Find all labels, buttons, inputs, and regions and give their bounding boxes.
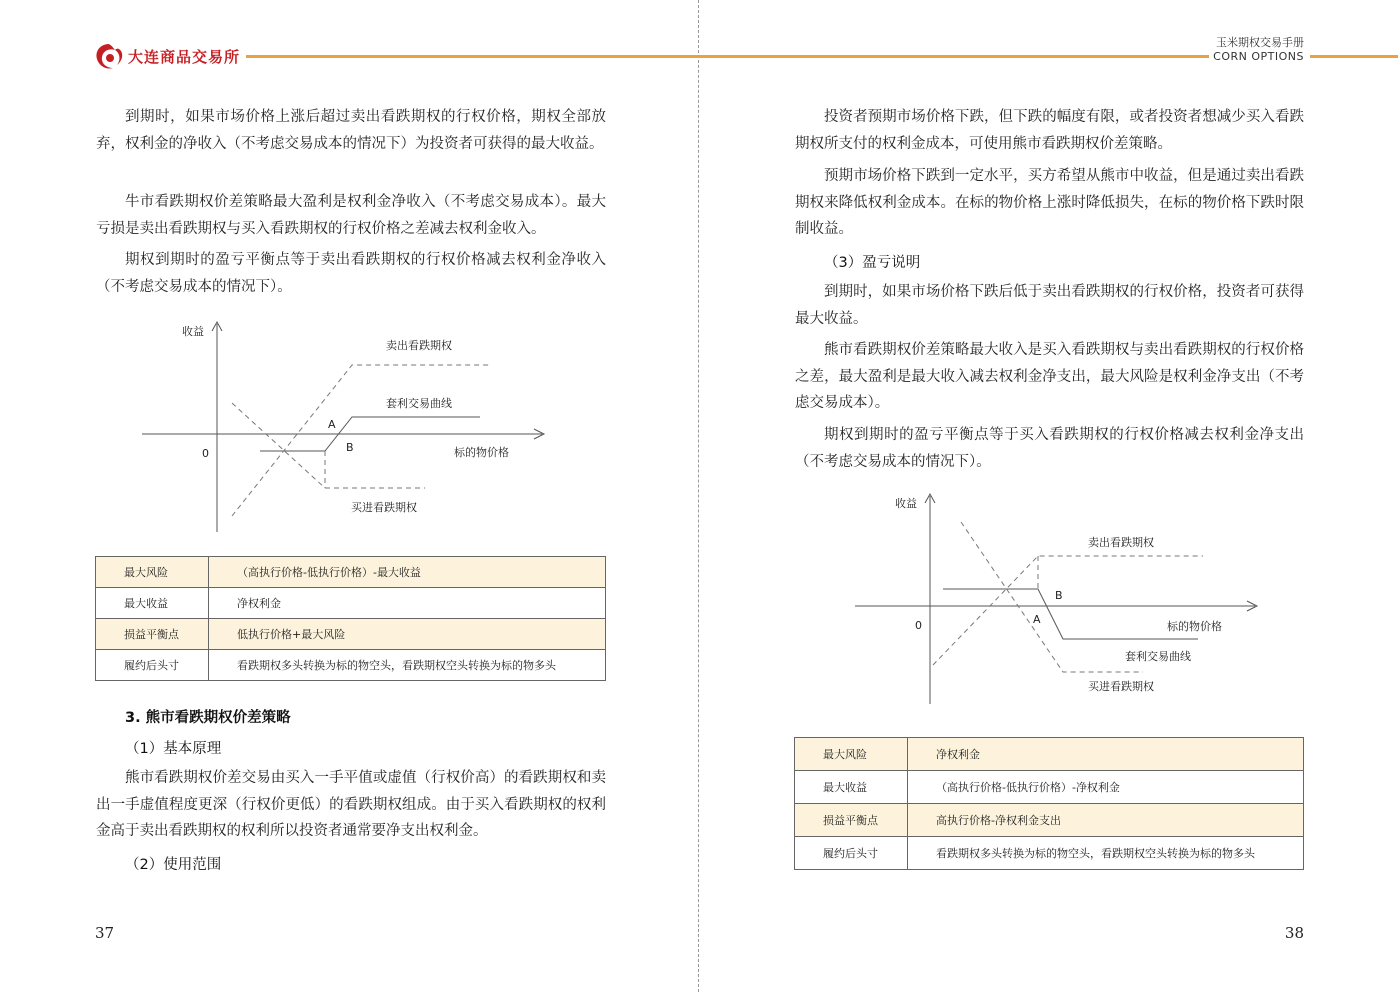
table-key: 最大收益 (96, 588, 209, 619)
bull-put-summary-table (95, 556, 606, 681)
page-number: 37 (95, 924, 115, 942)
table-key: 履约后头寸 (795, 837, 908, 870)
table-key: 履约后头寸 (96, 650, 209, 681)
y-axis-label: 收益 (182, 325, 204, 338)
table-value: 看跌期权多头转换为标的物空头，看跌期权空头转换为标的物多头 (209, 650, 606, 681)
buy-put-line (232, 403, 425, 488)
table-value: 低执行价格+最大风险 (209, 619, 606, 650)
header-rule (699, 55, 1209, 58)
header-rule (1310, 55, 1398, 58)
logo-text: 大连商品交易所 (128, 48, 241, 66)
paragraph: 到期时，如果市场价格上涨后超过卖出看跌期权的行权价格，期权全部放弃，权利金的净收入（不考虑交易成本的情况下）为投资者可获得的最大收益。 (96, 109, 606, 152)
table-row (96, 557, 606, 588)
table-key: 损益平衡点 (96, 619, 209, 650)
table-row (96, 619, 606, 650)
table-key: 最大风险 (96, 557, 209, 588)
table-row (795, 771, 1304, 804)
table-value: （高执行价格-低执行价格）-净权利金 (908, 771, 1304, 804)
table-row (795, 837, 1304, 870)
right-page (699, 0, 1398, 992)
paragraph: 牛市看跌期权价差策略最大盈利是权利金净收入（不考虑交易成本）。最大亏损是卖出看跌期权与买入看跌期权的行权价格之差减去权利金收入。 (96, 194, 606, 237)
bull-put-spread-chart (140, 318, 550, 536)
spread-curve-label: 套利交易曲线 (1125, 650, 1191, 663)
x-axis-label: 标的物价格 (454, 446, 509, 459)
table-value: 净权利金 (908, 738, 1304, 771)
table-value: 高执行价格-净权利金支出 (908, 804, 1304, 837)
sell-put-label: 卖出看跌期权 (386, 339, 452, 352)
paragraph: 熊市看跌期权价差交易由买入一手平值或虚值（行权价高）的看跌期权和卖出一手虚值程度更深（行权价更低）的看跌期权组成。由于买入看跌期权的权利金高于卖出看跌期权的权利所以投资者通常要净支出权利金。 (96, 770, 606, 839)
table-value: 看跌期权多头转换为标的物空头，看跌期权空头转换为标的物多头 (908, 837, 1304, 870)
table-row (96, 588, 606, 619)
table-key: 损益平衡点 (795, 804, 908, 837)
section-heading: 3. 熊市看跌期权价差策略 (125, 710, 291, 726)
point-a-label: A (328, 418, 336, 431)
manual-subtitle: CORN OPTIONS (1213, 50, 1304, 63)
table-value: （高执行价格-低执行价格）-最大收益 (209, 557, 606, 588)
x-axis-label: 标的物价格 (1167, 620, 1222, 633)
buy-put-label: 买进看跌期权 (351, 501, 417, 514)
table-key: 最大风险 (795, 738, 908, 771)
bear-put-spread-chart (853, 490, 1263, 708)
origin-label: 0 (915, 619, 922, 632)
subheading: （3）盈亏说明 (824, 255, 921, 271)
paragraph: 期权到期时的盈亏平衡点等于买入看跌期权的行权价格减去权利金净支出（不考虑交易成本的情况下）。 (795, 427, 1304, 470)
table-row (795, 738, 1304, 771)
paragraph: 熊市看跌期权价差策略最大收入是买入看跌期权与卖出看跌期权的行权价格之差，最大盈利是最大收入减去权利金净支出，最大风险是权利金净支出（不考虑交易成本）。 (795, 342, 1304, 411)
point-b-label: B (1055, 589, 1063, 602)
paragraph: 到期时，如果市场价格下跌后低于卖出看跌期权的行权价格，投资者可获得最大收益。 (795, 284, 1304, 327)
table-row (795, 804, 1304, 837)
sell-put-line (232, 365, 490, 516)
header-rule (246, 55, 699, 58)
table-key: 最大收益 (795, 771, 908, 804)
paragraph: 期权到期时的盈亏平衡点等于卖出看跌期权的行权价格减去权利金净收入（不考虑交易成本的情况下）。 (96, 252, 606, 295)
spread-curve-label: 套利交易曲线 (386, 397, 452, 410)
bear-put-summary-table (794, 737, 1304, 870)
paragraph: 投资者预期市场价格下跌，但下跌的幅度有限，或者投资者想减少买入看跌期权所支付的权利金成本，可使用熊市看跌期权价差策略。 (795, 109, 1304, 152)
spread-curve-line (943, 589, 1198, 639)
table-row (96, 650, 606, 681)
sell-put-label: 卖出看跌期权 (1088, 536, 1154, 549)
point-b-label: B (346, 441, 354, 454)
page-number: 38 (1284, 924, 1304, 942)
table-value: 净权利金 (209, 588, 606, 619)
origin-label: 0 (202, 447, 209, 460)
paragraph: 预期市场价格下跌到一定水平，买方希望从熊市中收益，但是通过卖出看跌期权来降低权利金成本。在标的物价格上涨时降低损失，在标的物价格下跌时限制收益。 (795, 168, 1304, 237)
sell-put-line (933, 556, 1203, 665)
buy-put-label: 买进看跌期权 (1088, 680, 1154, 693)
subheading: （1）基本原理 (125, 741, 222, 757)
point-a-label: A (1033, 613, 1041, 626)
y-axis-label: 收益 (895, 497, 917, 510)
subheading: （2）使用范围 (125, 857, 222, 873)
manual-title: 玉米期权交易手册 (1216, 36, 1304, 49)
